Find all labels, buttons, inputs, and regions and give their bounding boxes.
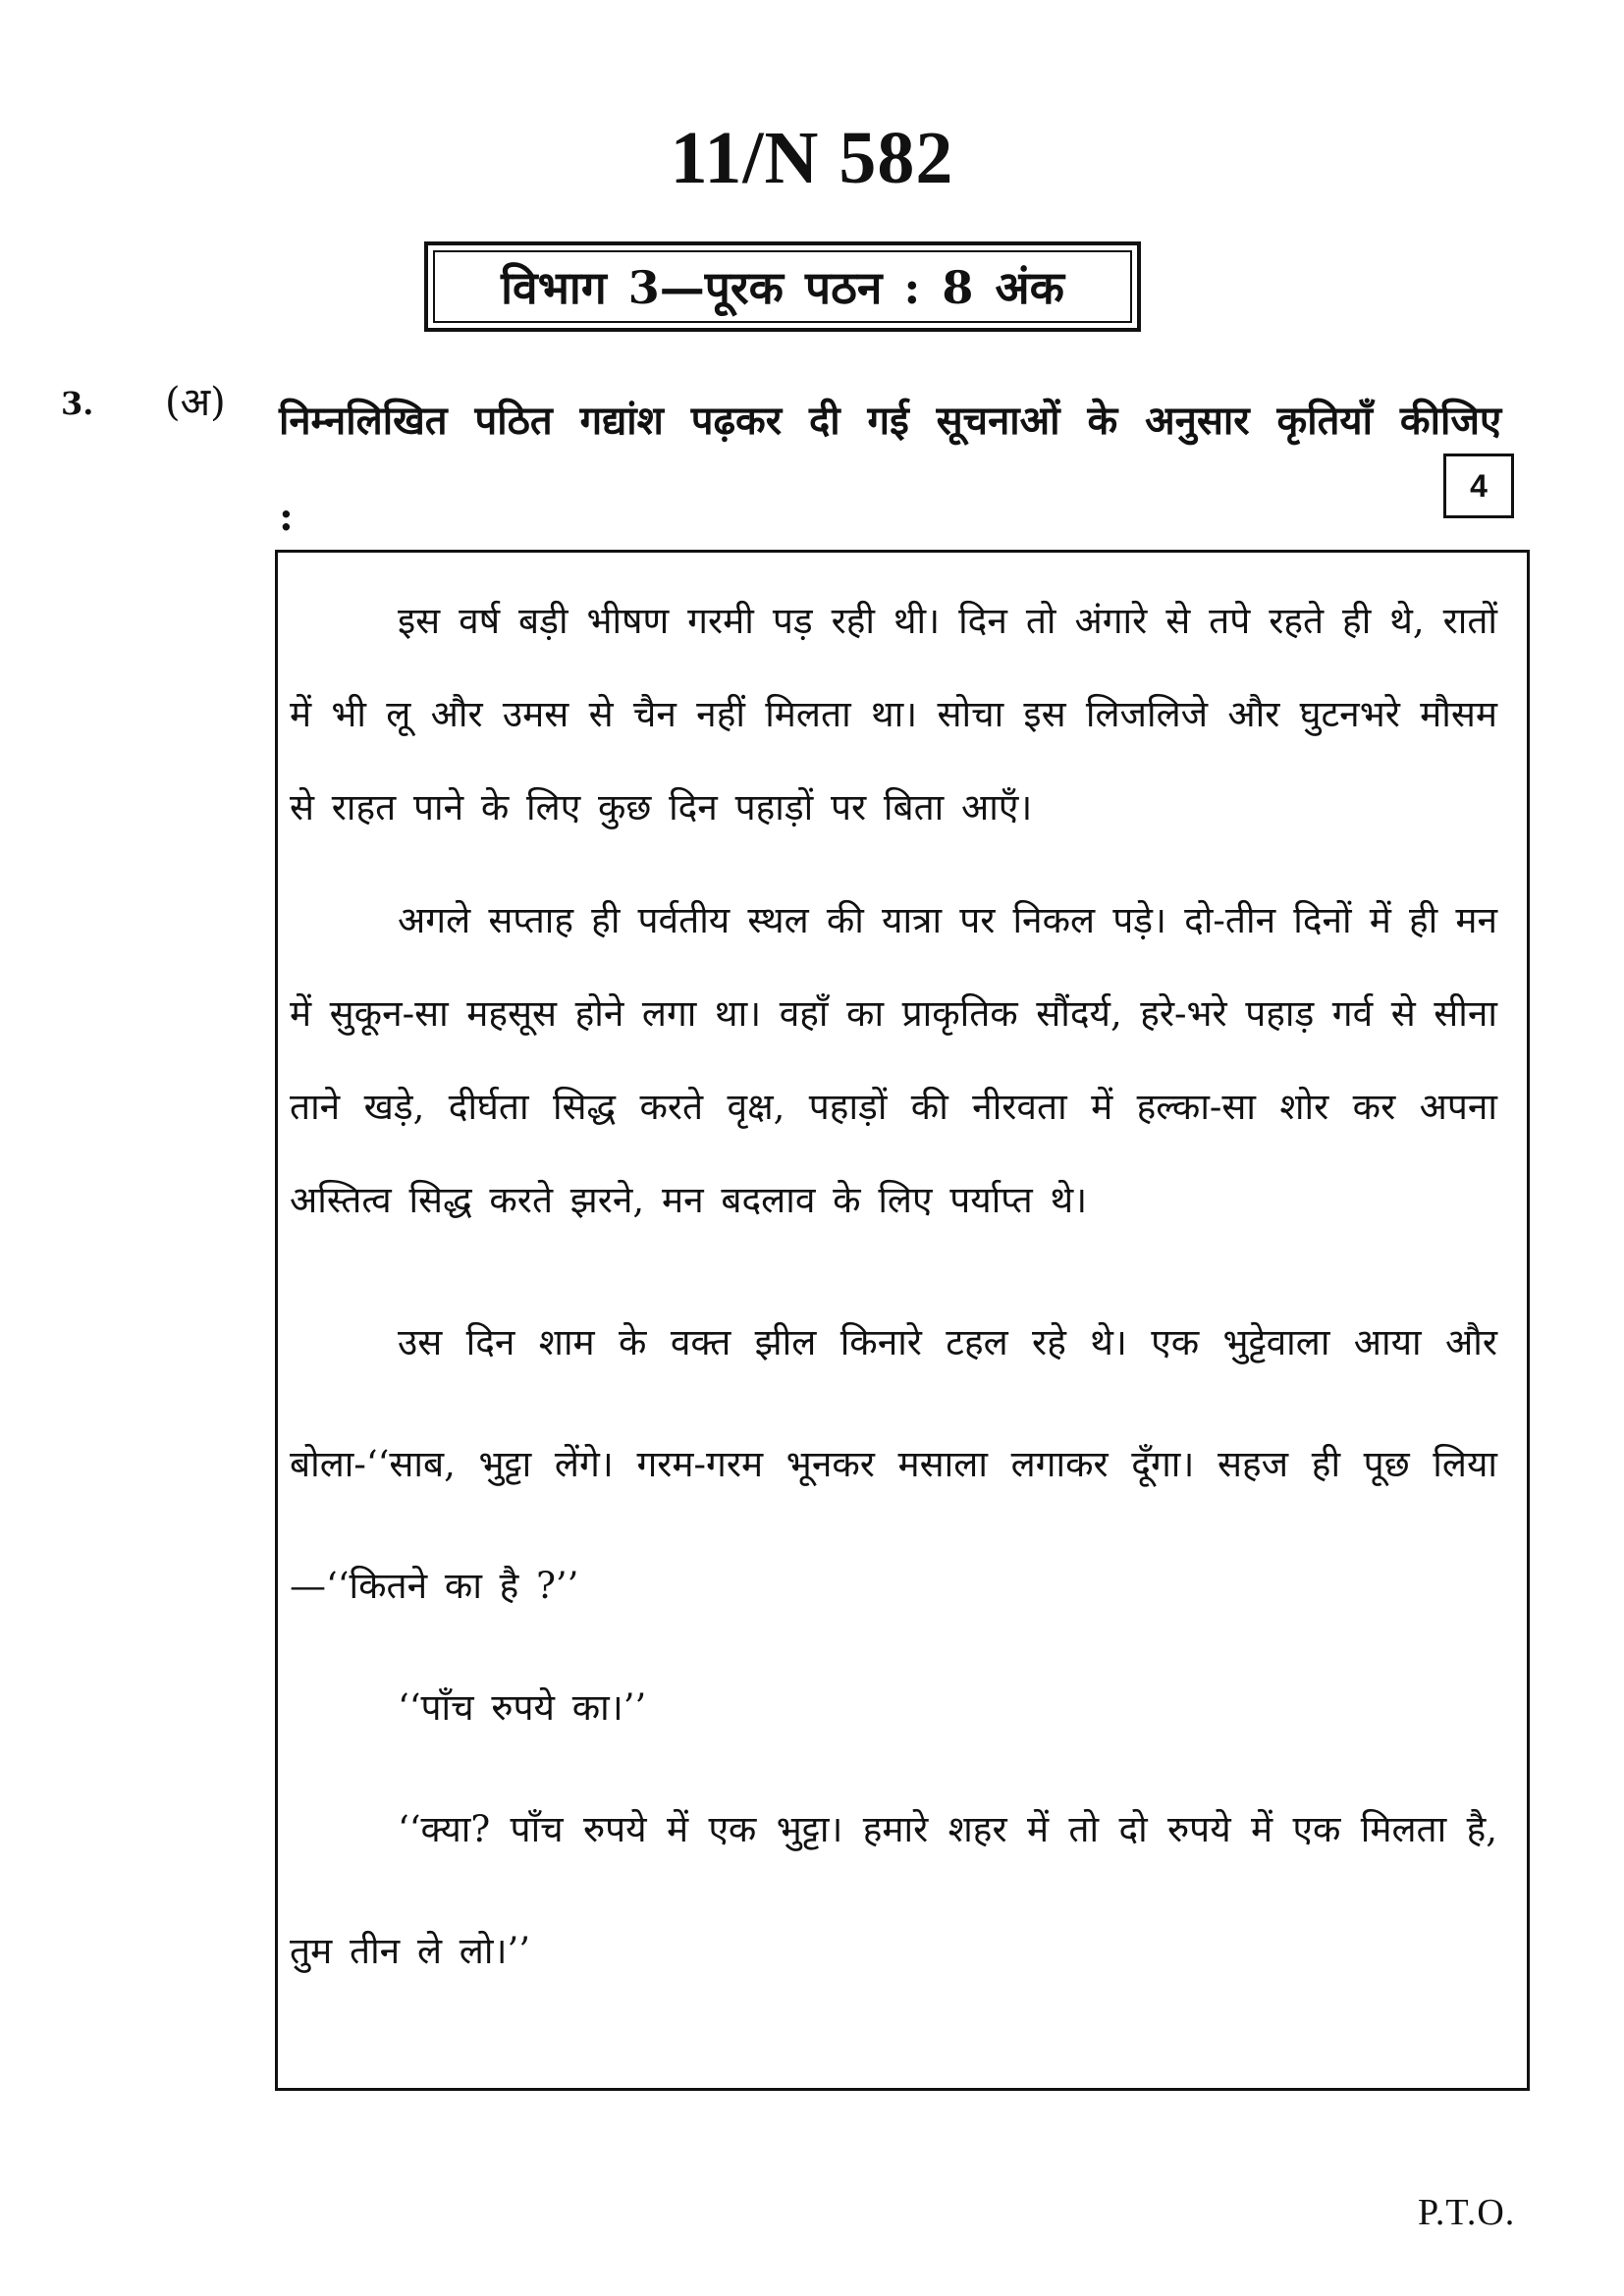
question-number: 3. — [61, 385, 94, 422]
marks-box: 4 — [1443, 454, 1514, 518]
passage-paragraph-4: ‘‘पाँच रुपये का।’’ — [398, 1686, 647, 1729]
passage-paragraph-5: ‘‘क्या? पाँच रुपये में एक भुट्टा। हमारे शहर में तो दो रुपये में एक मिलता है, तुम तीन ले लो।’’ — [290, 1808, 1497, 1972]
section-heading: विभाग 3—पूरक पठन : 8 अंक — [433, 250, 1132, 323]
passage-paragraph-1: इस वर्ष बड़ी भीषण गरमी पड़ रही थी। दिन तो अंगारे से तपे रहते ही थे, रातों में भी लू और उमस से चैन नहीं मिलता था। सोचा इस लिजलिजे और घुटनभरे मौसम से राहत पाने के लिए कुछ दिन पहाड़ों पर बिता आएँ। — [290, 600, 1497, 828]
pto-label: P.T.O. — [1418, 2192, 1516, 2233]
page-code: 11/N 582 — [670, 117, 954, 199]
question-sub-label: (अ) — [165, 380, 226, 425]
passage-paragraph-2: अगले सप्ताह ही पर्वतीय स्थल की यात्रा पर निकल पड़े। दो-तीन दिनों में ही मन में सुकून-सा महसूस होने लगा था। वहाँ का प्राकृतिक सौंदर्य, हरे-भरे पहाड़ गर्व से सीना ताने खड़े, दीर्घता सिद्ध करते वृक्ष, पहाड़ों की नीरवता में हल्का-सा शोर कर अपना अस्तित्व सिद्ध करते झरने, मन बदलाव के लिए पर्याप्त थे। — [290, 899, 1497, 1221]
passage-box — [275, 550, 1530, 2091]
section-heading-box — [424, 241, 1141, 332]
passage-paragraph-3: उस दिन शाम के वक्त झील किनारे टहल रहे थे। एक भुट्टेवाला आया और बोला-‘‘साब, भुट्टा लेंगे। गरम-गरम भूनकर मसाला लगाकर दूँगा। सहज ही पूछ लिया—‘‘कितने का है ?’’ — [290, 1321, 1497, 1607]
question-instruction: निम्नलिखित पठित गद्यांश पढ़कर दी गई सूचनाओं के अनुसार कृतियाँ कीजिए : — [279, 398, 1502, 540]
